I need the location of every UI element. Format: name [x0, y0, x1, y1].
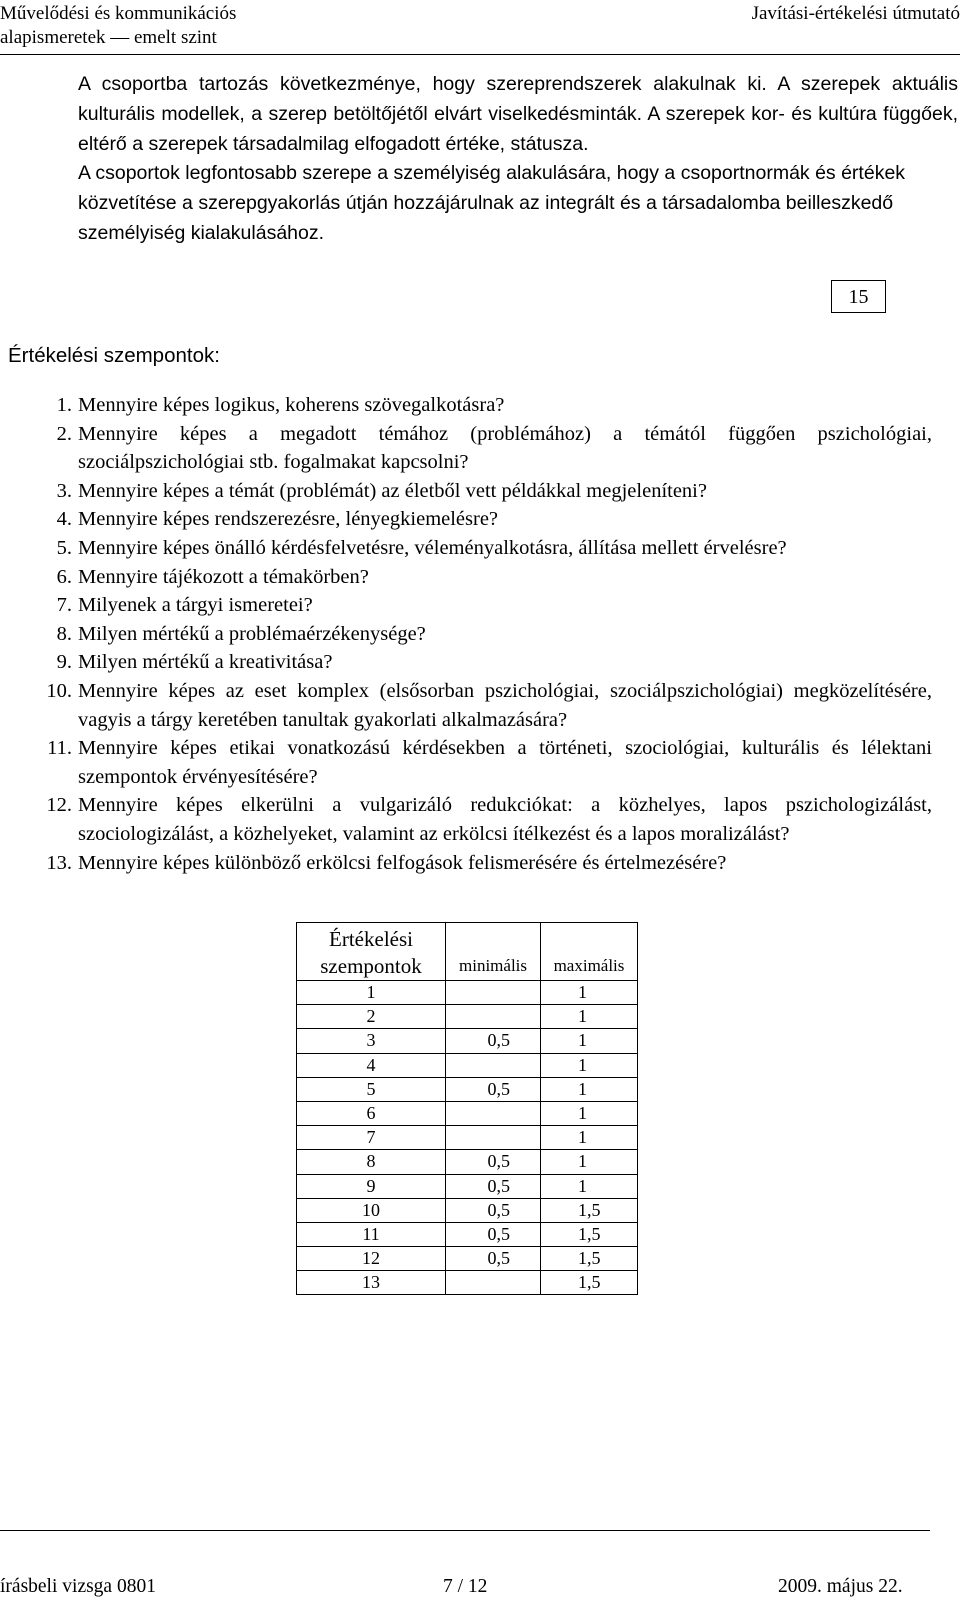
criteria-item — [40, 734, 932, 791]
criteria-item-number: 1. — [56, 394, 72, 416]
criteria-item-number: 4. — [56, 508, 72, 531]
cell-criterion: 9 — [297, 1174, 446, 1198]
cell-criterion: 2 — [297, 1005, 446, 1029]
cell-maximal: 1 — [541, 1077, 638, 1101]
cell-criterion: 11 — [297, 1222, 446, 1246]
criteria-item-number: 8. — [56, 622, 72, 645]
cell-criterion: 3 — [297, 1029, 446, 1053]
cell-minimal: 0,5 — [446, 1150, 541, 1174]
cell-minimal — [446, 1053, 541, 1077]
body-paragraph-2: A csoportok legfontosabb szerepe a személyiség alakulására, hogy a csoportnormák és értékek közvetítése a szerepgyakorlás útján hozzájárulnak az integrált és a társadalomba beilleszkedő személyiség kialakulásához. — [78, 162, 906, 244]
criteria-list — [40, 391, 932, 877]
cell-criterion: 6 — [297, 1101, 446, 1125]
cell-criterion: 4 — [297, 1053, 446, 1077]
criteria-item — [40, 648, 932, 677]
criteria-item-text: Mennyire képes elkerülni a vulgarizáló redukciókat: a közhelyes, lapos pszichologizálást, szociologizálást, a közhelyeket, valamint az erkölcsi ítélkezést és a lapos moralizálást? — [78, 794, 932, 845]
header-doc-type: Javítási-értékelési útmutató — [751, 3, 960, 24]
table-row — [297, 1247, 638, 1271]
criteria-item — [40, 677, 932, 734]
criteria-item-number: 11. — [47, 737, 72, 760]
cell-maximal: 1 — [541, 1150, 638, 1174]
cell-maximal: 1,5 — [541, 1247, 638, 1271]
cell-minimal: 0,5 — [446, 1198, 541, 1222]
header-maximal: maximális — [541, 923, 638, 981]
table-row — [297, 1005, 638, 1029]
table-row — [297, 1126, 638, 1150]
criteria-item-text: Mennyire képes rendszerezésre, lényegkiemelésre? — [78, 508, 499, 531]
criteria-item-text: Mennyire képes logikus, koherens szövegalkotásra? — [78, 394, 505, 416]
criteria-item — [40, 591, 932, 620]
cell-criterion: 13 — [297, 1271, 446, 1295]
criteria-item — [40, 849, 932, 878]
criteria-item — [40, 791, 932, 848]
header-subject — [0, 2, 236, 50]
criteria-item — [40, 477, 932, 506]
cell-criterion: 1 — [297, 981, 446, 1005]
cell-maximal: 1 — [541, 1126, 638, 1150]
header-minimal: minimális — [446, 923, 541, 981]
cell-minimal: 0,5 — [446, 1174, 541, 1198]
criteria-item — [40, 420, 932, 477]
cell-maximal: 1 — [541, 981, 638, 1005]
cell-minimal: 0,5 — [446, 1222, 541, 1246]
cell-criterion: 7 — [297, 1126, 446, 1150]
criteria-title: Értékelési szempontok: — [8, 344, 220, 367]
criteria-item-number: 6. — [56, 565, 72, 588]
header-criteria: Értékelési szempontok — [297, 923, 446, 981]
table-row — [297, 1174, 638, 1198]
criteria-item-text: Mennyire képes különböző erkölcsi felfogások felismerésére és értelmezésére? — [78, 851, 727, 874]
cell-maximal: 1 — [541, 1029, 638, 1053]
criteria-item-text: Mennyire képes önálló kérdésfelvetésre, véleményalkotásra, állítása mellett érvelésre? — [78, 536, 787, 559]
cell-minimal — [446, 1005, 541, 1029]
cell-criterion: 10 — [297, 1198, 446, 1222]
cell-maximal: 1 — [541, 1101, 638, 1125]
criteria-item-text: Mennyire képes a megadott témához (problémához) a témától függően pszichológiai, szociálpszichológiai stb. fogalmakat kapcsolni? — [78, 422, 932, 474]
criteria-item-text: Milyenek a tárgyi ismeretei? — [78, 594, 313, 617]
header-subject-line2: alapismeretek — emelt szint — [0, 27, 217, 48]
criteria-item-number: 2. — [56, 422, 72, 445]
cell-minimal — [446, 1126, 541, 1150]
body-paragraph-1: A csoportba tartozás következménye, hogy szereprendszerek alakulnak ki. A szerepek aktuális kulturális modellek, a szerep betöltőjétől elvárt viselkedésminták. A szerepek kor- és kultúra függőek, eltérő a szerepek társadalmilag elfogadott értéke, státusza. — [78, 73, 958, 155]
score-table-header-row — [297, 923, 638, 981]
criteria-item-text: Mennyire tájékozott a témakörben? — [78, 565, 369, 588]
table-row — [297, 1222, 638, 1246]
table-row — [297, 1271, 638, 1295]
criteria-item-number: 12. — [46, 794, 72, 817]
table-row — [297, 1077, 638, 1101]
cell-maximal: 1,5 — [541, 1198, 638, 1222]
criteria-item-number: 13. — [46, 851, 72, 874]
cell-minimal: 0,5 — [446, 1077, 541, 1101]
cell-criterion: 5 — [297, 1077, 446, 1101]
criteria-item-number: 3. — [56, 479, 72, 502]
cell-minimal: 0,5 — [446, 1029, 541, 1053]
cell-minimal — [446, 1271, 541, 1295]
criteria-item-text: Mennyire képes az eset komplex (elsősorban pszichológiai, szociálpszichológiai) megközelítésére, vagyis a tárgy keretében tanultak gyakorlati alkalmazására? — [78, 679, 932, 731]
footer-exam-code: írásbeli vizsga 0801 — [0, 1576, 156, 1597]
cell-minimal — [446, 981, 541, 1005]
table-row — [297, 1029, 638, 1053]
cell-maximal: 1 — [541, 1005, 638, 1029]
table-row — [297, 1101, 638, 1125]
table-row — [297, 1198, 638, 1222]
criteria-item — [40, 620, 932, 649]
header-divider — [0, 54, 960, 55]
score-table — [296, 922, 638, 1295]
table-row — [297, 981, 638, 1005]
criteria-item — [40, 534, 932, 563]
header-subject-line1: Művelődési és kommunikációs — [0, 3, 237, 24]
cell-maximal: 1,5 — [541, 1271, 638, 1295]
score-box: 15 — [831, 280, 886, 313]
criteria-item-number: 7. — [56, 594, 72, 617]
footer-page-number: 7 / 12 — [443, 1576, 488, 1597]
criteria-item-text: Mennyire képes etikai vonatkozású kérdésekben a történeti, szociológiai, kulturális és lélektani szempontok érvényesítésére? — [78, 737, 932, 788]
criteria-item — [40, 505, 932, 534]
criteria-item-text: Milyen mértékű a problémaérzékenysége? — [78, 622, 426, 645]
cell-criterion: 12 — [297, 1247, 446, 1271]
table-row — [297, 1150, 638, 1174]
criteria-item — [40, 563, 932, 592]
criteria-item — [40, 391, 932, 420]
cell-maximal: 1 — [541, 1053, 638, 1077]
criteria-item-number: 9. — [56, 651, 72, 674]
footer-divider — [0, 1530, 930, 1531]
cell-maximal: 1 — [541, 1174, 638, 1198]
cell-minimal — [446, 1101, 541, 1125]
cell-minimal: 0,5 — [446, 1247, 541, 1271]
criteria-item-number: 5. — [56, 536, 72, 559]
table-row — [297, 1053, 638, 1077]
criteria-item-text: Milyen mértékű a kreativitása? — [78, 651, 333, 674]
cell-maximal: 1,5 — [541, 1222, 638, 1246]
footer-date: 2009. május 22. — [778, 1576, 903, 1597]
criteria-item-number: 10. — [46, 679, 72, 702]
criteria-item-text: Mennyire képes a témát (problémát) az életből vett példákkal megjeleníteni? — [78, 479, 707, 502]
cell-criterion: 8 — [297, 1150, 446, 1174]
